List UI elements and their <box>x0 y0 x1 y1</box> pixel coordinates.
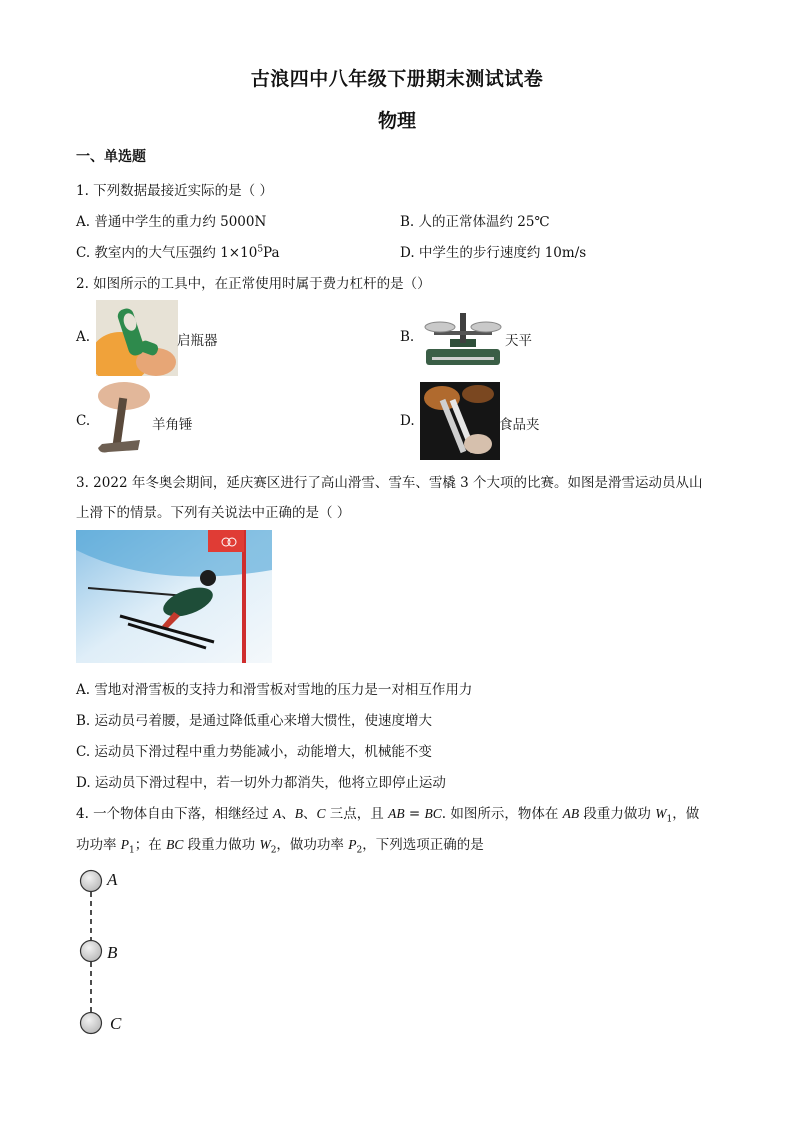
q4-point-b: B <box>294 806 303 821</box>
q4-text: 三点，且 <box>325 806 389 822</box>
q4-line-2 <box>76 833 484 856</box>
q2-option-a-label: A. <box>76 329 91 345</box>
q4-point-a: A <box>272 806 282 821</box>
q2-option-a-caption: 启瓶器 <box>177 333 218 349</box>
q4-text: 4. 一个物体自由下落，相继经过 <box>76 806 273 822</box>
q4-separator: 、 <box>281 806 295 822</box>
q4-segment-ab: AB <box>562 806 580 821</box>
q4-text: ，下列选项正确的是 <box>362 837 484 853</box>
q4-text: . 如图所示，物体在 <box>441 806 563 822</box>
q2-option-c-caption: 羊角锤 <box>152 417 193 433</box>
food-tongs-image <box>420 382 500 460</box>
q4-subscript: 2 <box>356 845 363 856</box>
exam-title: 古浪四中八年级下册期末测试试卷 <box>250 68 544 90</box>
q4-text: 段重力做功 <box>183 837 260 853</box>
q2-option-b-label: B. <box>400 329 415 345</box>
q1-stem: 1. 下列数据最接近实际的是（ ） <box>76 183 273 199</box>
q3-line-1: 3. 2022 年冬奥会期间，延庆赛区进行了高山滑雪、雪车、雪橇 3 个大项的比赛。如图是滑雪运动员从山 <box>76 475 703 491</box>
q4-text: 功功率 <box>76 837 121 853</box>
q3-option-c: C. 运动员下滑过程中重力势能减小，动能增大，机械能不变 <box>76 744 432 760</box>
q4-text: 段重力做功 <box>579 806 656 822</box>
label-b: B <box>107 943 118 962</box>
q2-option-d-label: D. <box>400 413 415 429</box>
balance-scale-image <box>420 303 506 371</box>
label-c: C <box>110 1014 122 1033</box>
q4-subscript: 1 <box>129 845 135 856</box>
ball-b <box>81 941 102 962</box>
q4-subscript: 1 <box>666 814 673 825</box>
claw-hammer-image <box>94 378 154 462</box>
q4-separator: 、 <box>302 806 317 822</box>
label-a: A <box>107 870 118 889</box>
section-heading: 一、单选题 <box>76 149 146 165</box>
q4-equals: = <box>404 806 425 822</box>
q1-option-a: A. 普通中学生的重力约 5000N <box>76 214 267 230</box>
q4-line-1 <box>76 802 699 825</box>
bottle-opener-image <box>96 300 178 376</box>
q4-segment-bc: BC <box>424 806 442 821</box>
q2-stem: 2. 如图所示的工具中，在正常使用时属于费力杠杆的是（） <box>76 276 431 292</box>
q4-segment-ab: AB <box>388 806 405 821</box>
q4-text: ；在 <box>134 837 167 853</box>
q2-option-c-label: C. <box>76 413 91 429</box>
ball-c <box>81 1013 102 1034</box>
q3-option-a: A. 雪地对滑雪板的支持力和滑雪板对雪地的压力是一对相互作用力 <box>76 682 473 698</box>
q1-option-c-pre: C. 教室内的大气压强约 1×10 <box>76 245 258 261</box>
q4-subscript: 2 <box>270 845 277 856</box>
free-fall-diagram <box>70 862 160 1042</box>
skier-image <box>76 530 272 663</box>
q4-text: ，做 <box>672 806 700 822</box>
q3-option-b: B. 运动员弓着腰，是通过降低重心来增大惯性，使速度增大 <box>76 713 433 729</box>
q4-work-symbol: W <box>655 806 667 821</box>
q1-option-c-exponent: 5 <box>257 244 264 255</box>
q4-segment-bc: BC <box>166 837 184 852</box>
q4-work-symbol: W <box>259 837 271 852</box>
q1-option-c-unit: Pa <box>263 245 280 261</box>
q4-power-symbol: P <box>348 837 357 852</box>
q3-line-2: 上滑下的情景。下列有关说法中正确的是（ ） <box>76 505 351 521</box>
q1-option-d: D. 中学生的步行速度约 10m/s <box>400 245 587 261</box>
q4-point-c: C <box>316 806 326 821</box>
q1-option-c <box>76 241 280 261</box>
subject-title: 物理 <box>377 110 416 132</box>
q1-option-b: B. 人的正常体温约 25℃ <box>400 214 550 230</box>
q4-power-symbol: P <box>120 837 130 852</box>
q2-option-b-caption: 天平 <box>505 333 532 349</box>
ball-a <box>81 871 102 892</box>
q4-text: ，做功功率 <box>276 837 349 853</box>
q2-option-d-caption: 食品夹 <box>499 417 540 433</box>
q3-option-d: D. 运动员下滑过程中，若一切外力都消失，他将立即停止运动 <box>76 775 446 791</box>
